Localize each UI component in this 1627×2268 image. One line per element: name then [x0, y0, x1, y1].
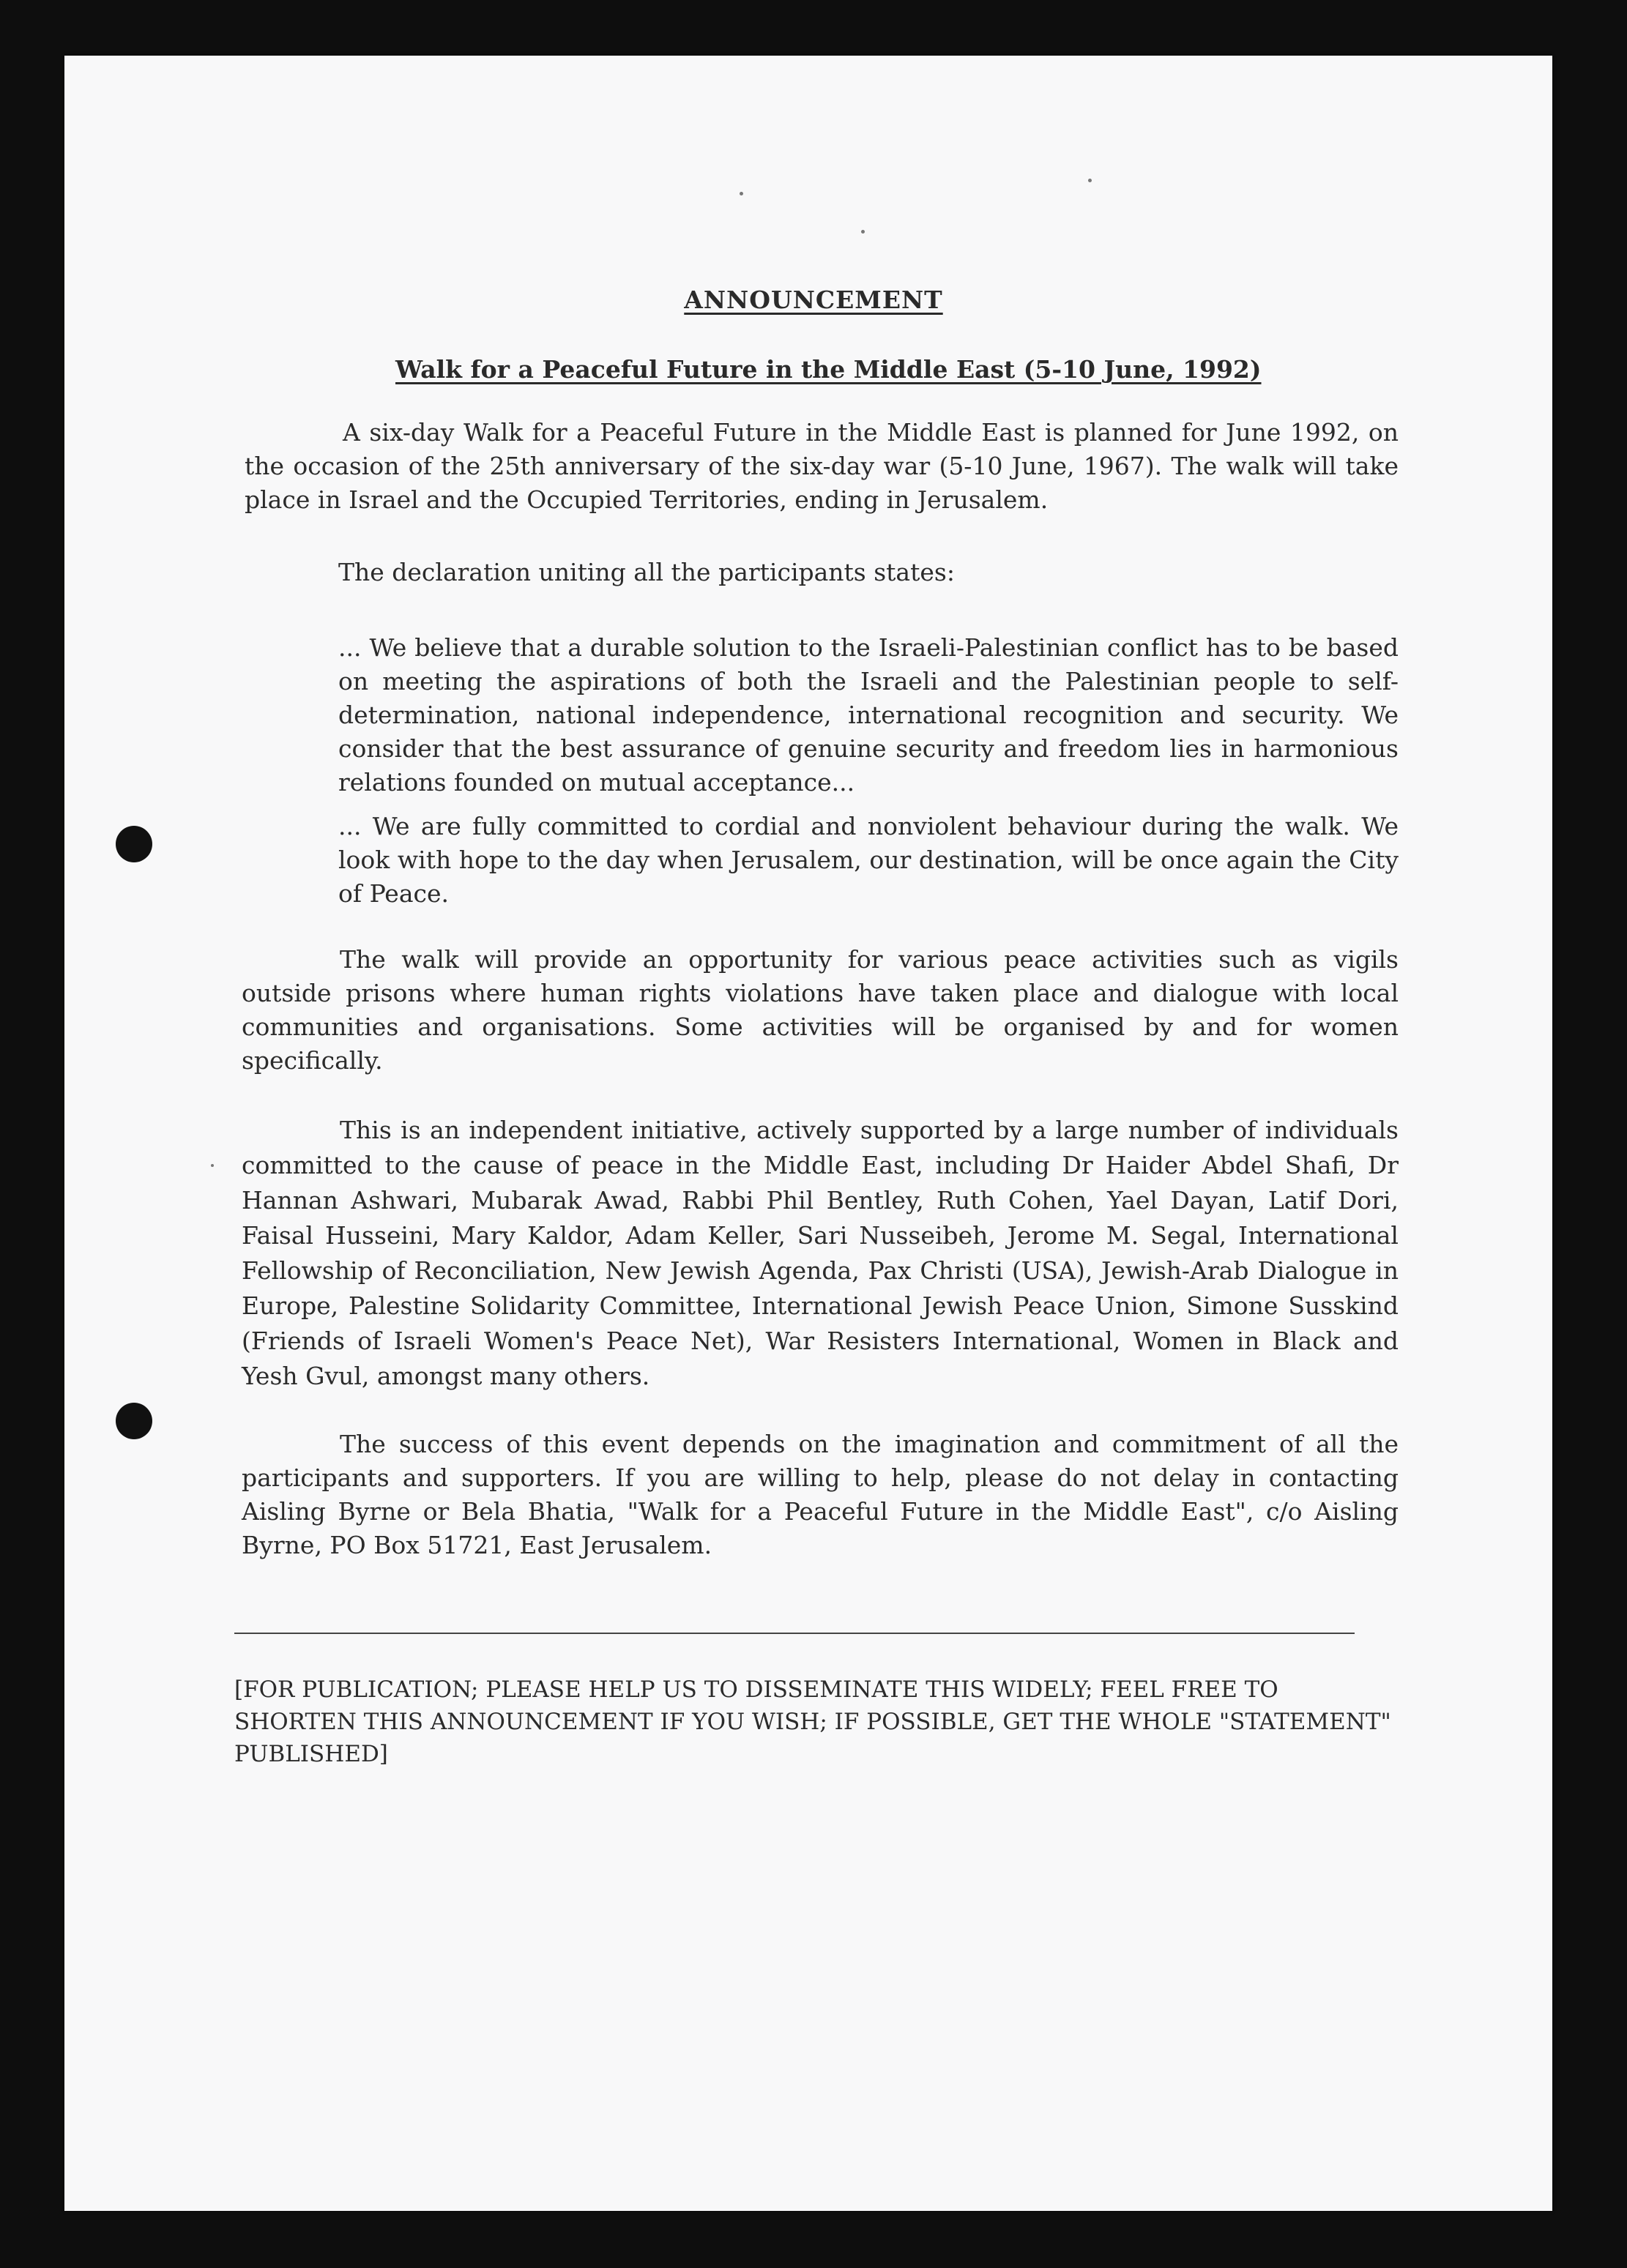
punch-hole: [116, 826, 152, 862]
activities-paragraph: The walk will provide an opportunity for various peace activities such as vigils outside prisons where human rights violations have taken place and dialogue with local communities and organisations. Some activities will be organised by and for women specifically.: [242, 945, 1399, 1075]
publication-note: [FOR PUBLICATION; PLEASE HELP US TO DISSEMINATE THIS WIDELY; FEEL FREE TO SHORTEN THIS ANNOUNCEMENT IF YOU WISH; IF POSSIBLE, GET THE WHOLE "STATEMENT" PUBLISHED]: [234, 1676, 1391, 1767]
declaration-quote-2: ... We are fully committed to cordial and nonviolent behaviour during the walk. We look with hope to the day when Jerusalem, our destination, will be once again the City of Peace.: [338, 812, 1399, 908]
contact-paragraph: The success of this event depends on the imagination and commitment of all the participants and supporters. If you are willing to help, please do not delay in contacting Aisling Byrne or Bela Bhatia, "Walk for a Peaceful Future in the Middle East", c/o Aisling Byrne, PO Box 51721, East Jerusalem.: [242, 1430, 1399, 1559]
paper-speck: [861, 230, 865, 234]
page-subtitle: Walk for a Peaceful Future in the Middle East (5-10 June, 1992): [395, 355, 1262, 384]
paper-speck: [740, 192, 743, 195]
intro-paragraph: A six-day Walk for a Peaceful Future in the Middle East is planned for June 1992, on the occasion of the 25th anniversary of the six-day war (5-10 June, 1967). The walk will take place in Israel and the Occupied Territories, ending in Jerusalem.: [245, 418, 1399, 514]
declaration-lead: The declaration uniting all the participants states:: [338, 558, 955, 586]
paper-speck: [1088, 179, 1092, 182]
page-title: ANNOUNCEMENT: [684, 286, 943, 314]
declaration-quote-1: ... We believe that a durable solution to the Israeli-Palestinian conflict has to be based on meeting the aspirations of both the Israeli and the Palestinian people to self-determination, national independence, international recognition and security. We consider that the best assurance of genuine security and freedom lies in harmonious relations founded on mutual acceptance...: [338, 633, 1399, 797]
punch-hole: [116, 1403, 152, 1439]
divider-line: [234, 1633, 1355, 1634]
paper-speck: [211, 1164, 214, 1167]
supporters-paragraph: This is an independent initiative, actively supported by a large number of individuals committed to the cause of peace in the Middle East, including Dr Haider Abdel Shafi, Dr Hannan Ashwari, Mubarak Awad, Rabbi Phil Bentley, Ruth Cohen, Yael Dayan, Latif Dori, Faisal Husseini, Mary Kaldor, Adam Keller, Sari Nusseibeh, Jerome M. Segal, International Fellowship of Reconciliation, New Jewish Agenda, Pax Christi (USA), Jewish-Arab Dialogue in Europe, Palestine Solidarity Committee, International Jewish Peace Union, Simone Susskind (Friends of Israeli Women's Peace Net), War Resisters International, Women in Black and Yesh Gvul, amongst many others.: [242, 1116, 1399, 1390]
